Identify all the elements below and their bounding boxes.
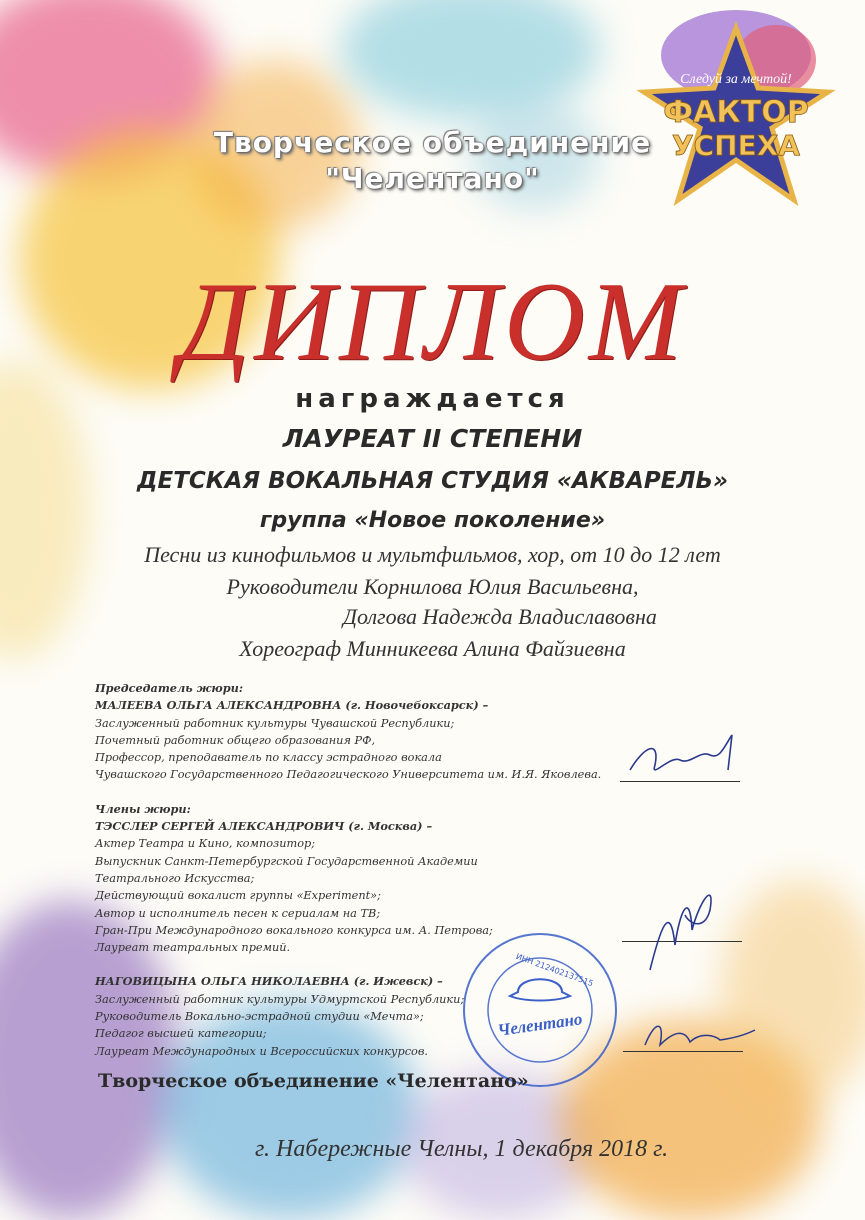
signature-member2 (640, 1010, 760, 1060)
jury-member2-line: Руководитель Вокально-эстрадной студии «Мечта»; (95, 1010, 424, 1024)
jury-member1-line: Театрального Искусства; (95, 871, 255, 885)
jury-member1-line: Гран-При Международного вокального конкурса им. А. Петрова; (95, 923, 493, 937)
place-and-date: г. Набережные Челны, 1 декабря 2018 г. (255, 1136, 669, 1162)
svg-text:Челентано: Челентано (496, 1009, 584, 1040)
jury-chair-line: Профессор, преподаватель по классу эстрадного вокала (95, 751, 442, 765)
jury-member2-line: Лауреат Международных и Всероссийских конкурсов. (95, 1044, 428, 1058)
studio-name: ДЕТСКАЯ ВОКАЛЬНАЯ СТУДИЯ «АКВАРЕЛЬ» (137, 468, 728, 494)
org-header-line2: "Челентано" (325, 162, 540, 195)
jury-member1-line: Действующий вокалист группы «Experiment»; (95, 889, 381, 903)
jury-member1-line: Лауреат театральных премий. (95, 941, 291, 955)
jury-member2-line: Педагог высшей категории; (95, 1027, 267, 1041)
jury-chair-label: Председатель жюри: (95, 681, 243, 695)
footer-organization: Творческое объединение «Челентано» (98, 1070, 529, 1092)
logo-line2: УСПЕХА (672, 129, 800, 162)
jury-chair-line: Чувашского Государственного Педагогического Университета им. И.Я. Яковлева. (95, 768, 602, 782)
choreographer: Хореограф Минникеева Алина Файзиевна (239, 636, 626, 661)
jury-member1-line: Выпускник Санкт-Петербургской Государственной Академии (95, 854, 478, 868)
signature-chair (620, 725, 750, 785)
awarded-label: награждается (295, 384, 570, 414)
jury-member1-line: Автор и исполнитель песен к сериалам на ТВ; (95, 906, 381, 920)
jury-chair-name: МАЛЕЕВА ОЛЬГА АЛЕКСАНДРОВНА (г. Новочебоксарск) – (95, 698, 489, 713)
leaders-line2: Долгова Надежда Владиславовна (343, 604, 657, 629)
jury-member2-line: Заслуженный работник культуры Удмуртской Республики; (95, 992, 465, 1006)
logo-slogan: Следуй за мечтой! (680, 72, 792, 87)
nomination: Песни из кинофильмов и мультфильмов, хор, от 10 до 12 лет (144, 542, 721, 567)
jury-member1-line: Актер Театра и Кино, композитор; (95, 837, 316, 851)
laureate-degree: ЛАУРЕАТ II СТЕПЕНИ (282, 424, 583, 453)
jury-chair-line: Почетный работник общего образования РФ, (95, 733, 376, 747)
jury-member1-name: ТЭССЛЕР СЕРГЕЙ АЛЕКСАНДРОВИЧ (г. Москва) – (95, 819, 433, 834)
svg-text:ИНН 212402137515: ИНН 212402137515 (514, 951, 595, 989)
organization-header (0, 125, 865, 197)
logo-line1: ФАКТОР (663, 95, 809, 130)
jury-chair-line: Заслуженный работник культуры Чувашской Республики; (95, 716, 455, 730)
organization-stamp (460, 930, 620, 1090)
org-header-line1: Творческое объединение (213, 126, 652, 159)
diploma-title: ДИПЛОМ (178, 260, 687, 384)
jury-members-label: Члены жюри: (95, 801, 191, 816)
group-name: группа «Новое поколение» (259, 508, 606, 533)
jury-member2-name: НАГОВИЦЫНА ОЛЬГА НИКОЛАЕВНА (г. Ижевск) – (95, 974, 443, 989)
signature-member1 (630, 870, 730, 980)
leaders-line1: Руководители Корнилова Юлия Васильевна, (226, 574, 639, 599)
